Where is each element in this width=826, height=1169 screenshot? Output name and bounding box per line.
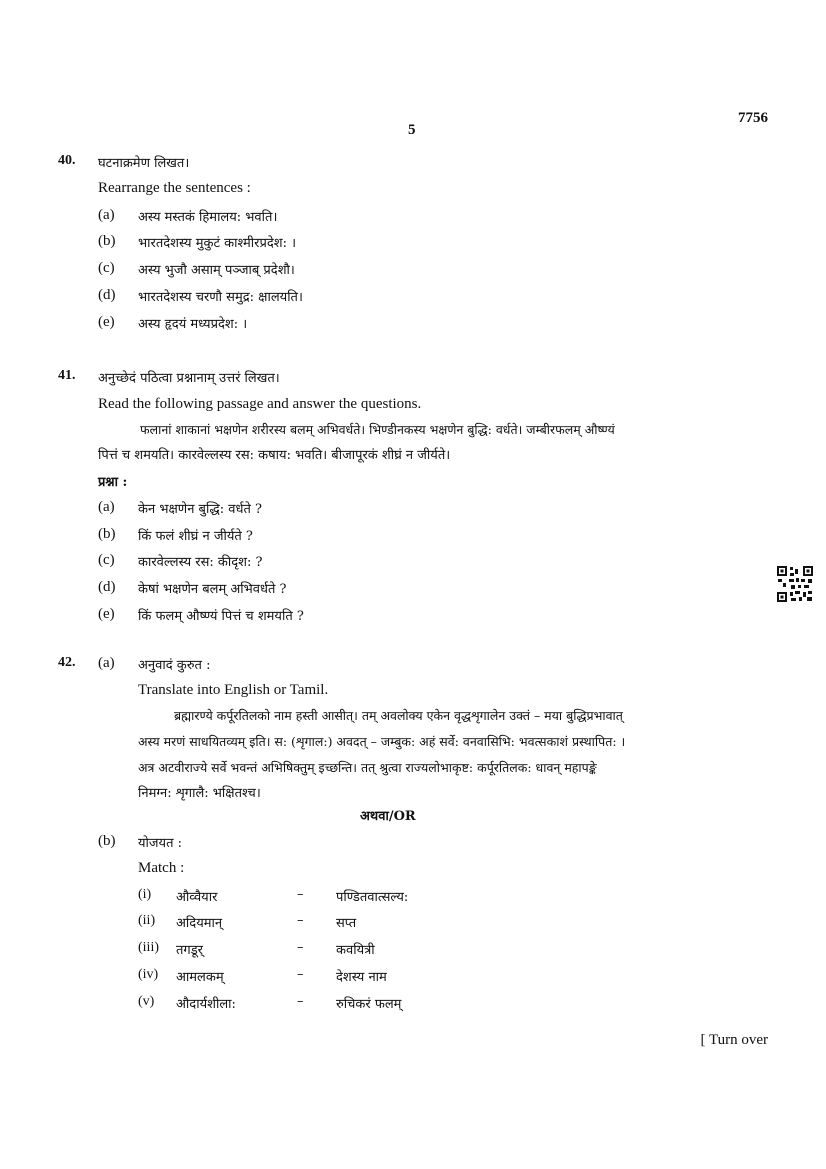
match-left: औव्वैयार bbox=[176, 890, 218, 905]
qr-code bbox=[776, 565, 814, 603]
q40-number: 40. bbox=[58, 153, 76, 168]
match-right: रुचिकरं फलम् bbox=[336, 997, 402, 1012]
match-label: (iii) bbox=[138, 940, 159, 955]
q41-question-label: (b) bbox=[98, 526, 116, 542]
turn-over-note: [ Turn over bbox=[700, 1032, 768, 1048]
q41-passage-line: पित्तं च शमयति। कारवेल्लस्य रस: कषाय: भवति। बीजापूरकं शीघ्रं न जीर्यते। bbox=[98, 448, 451, 463]
match-dash: – bbox=[297, 887, 304, 902]
q41-question-label: (e) bbox=[98, 606, 115, 622]
q41-title: अनुच्छेदं पठित्वा प्रश्नानाम् उत्तरं लिखत। bbox=[98, 371, 280, 386]
match-dash: – bbox=[297, 913, 304, 928]
match-label: (i) bbox=[138, 887, 152, 902]
q41-question-text: कारवेल्लस्य रस: कीदृश: ? bbox=[138, 555, 263, 570]
q40-item-text: अस्य मस्तकं हिमालय: भवति। bbox=[138, 210, 278, 225]
match-right: देशस्य नाम bbox=[336, 970, 387, 985]
q40-item-text: भारतदेशस्य चरणौ समुद्र: क्षालयति। bbox=[138, 290, 303, 305]
q42a-passage bbox=[138, 703, 768, 807]
match-left: औदार्यशीला: bbox=[176, 997, 236, 1012]
q40-item-label: (a) bbox=[98, 207, 115, 223]
q40-item-label: (d) bbox=[98, 287, 116, 303]
q41-passage-line: फलानां शाकानां भक्षणेन शरीरस्य बलम् अभिवर्धते। भिण्डीनकस्य भक्षणेन बुद्धि: वर्धते। जम्बीरफलम् औष्ण्यं bbox=[140, 422, 615, 437]
q40-item-text: अस्य भुजौ असाम् पञ्जाब् प्रदेशौ। bbox=[138, 263, 295, 278]
q40-instruction: Rearrange the sentences : bbox=[98, 180, 251, 196]
paper-code: 7756 bbox=[738, 110, 768, 126]
q42a-passage-line: ब्रह्मारण्ये कर्पूरतिलको नाम हस्ती आसीत्। तम् अवलोक्य एकेन वृद्धशृगालेन उक्तं – मया बुद्धिप्रभावात् bbox=[174, 708, 623, 723]
q41-passage bbox=[98, 417, 768, 469]
q42-number: 42. bbox=[58, 655, 76, 670]
q42a-title: अनुवादं कुरुत : bbox=[138, 658, 211, 673]
q42a-instruction: Translate into English or Tamil. bbox=[138, 682, 329, 698]
q40-item-label: (e) bbox=[98, 314, 115, 330]
match-dash: – bbox=[297, 940, 304, 955]
match-right: पण्डितवात्सल्य: bbox=[336, 890, 409, 905]
q42b-label: (b) bbox=[98, 833, 116, 849]
match-label: (v) bbox=[138, 994, 155, 1009]
q40-title: घटनाक्रमेण लिखत। bbox=[98, 156, 190, 171]
or-separator: अथवा/OR bbox=[360, 809, 416, 824]
q42a-passage-line: अस्य मरणं साधयितव्यम् इति। स: (शृगाल:) अवदत् – जम्बुक: अहं सर्वे: वनवासिभि: भवत्सकाशं प्रस्थापित: । bbox=[138, 734, 626, 749]
q40-item-text: अस्य हृदयं मध्यप्रदेश: । bbox=[138, 317, 248, 332]
match-dash: – bbox=[297, 967, 304, 982]
match-label: (ii) bbox=[138, 913, 156, 928]
match-label: (iv) bbox=[138, 967, 159, 982]
q41-question-text: केषां भक्षणेन बलम् अभिवर्धते ? bbox=[138, 582, 287, 597]
match-dash: – bbox=[297, 994, 304, 1009]
q40-item-text: भारतदेशस्य मुकुटं काश्मीरप्रदेश: । bbox=[138, 236, 297, 251]
q41-questions-heading: प्रश्ना : bbox=[98, 475, 128, 490]
match-right: सप्त bbox=[336, 916, 357, 931]
q41-question-text: किं फलम् औष्ण्यं पित्तं च शमयति ? bbox=[138, 609, 304, 624]
match-right: कवयित्री bbox=[336, 943, 375, 958]
q42b-instruction: Match : bbox=[138, 860, 185, 876]
match-left: अदियमान् bbox=[176, 916, 223, 931]
q42a-passage-line: निमग्न: शृगालै: भक्षितश्च। bbox=[138, 786, 261, 801]
q42b-title: योजयत : bbox=[138, 836, 183, 851]
q40-item-label: (b) bbox=[98, 233, 116, 249]
q41-instruction: Read the following passage and answer the questions. bbox=[98, 396, 422, 412]
match-left: आमलकम् bbox=[176, 970, 224, 985]
page-number: 5 bbox=[408, 122, 416, 138]
q40-item-label: (c) bbox=[98, 260, 115, 276]
q41-question-text: केन भक्षणेन बुद्धि: वर्धते ? bbox=[138, 502, 262, 517]
q41-number: 41. bbox=[58, 368, 76, 383]
q41-question-label: (c) bbox=[98, 552, 115, 568]
q41-question-label: (a) bbox=[98, 499, 115, 515]
q42a-passage-line: अत्र अटवीराज्ये सर्वे भवन्तं अभिषिक्तुम् इच्छन्ति। तत् श्रुत्वा राज्यलोभाकृष्ट: कर्पूरतिलक: धावन् महापङ्के bbox=[138, 760, 597, 775]
match-left: तगडूर् bbox=[176, 943, 204, 958]
q41-question-text: किं फलं शीघ्रं न जीर्यते ? bbox=[138, 529, 253, 544]
q41-question-label: (d) bbox=[98, 579, 116, 595]
q42a-label: (a) bbox=[98, 655, 115, 671]
